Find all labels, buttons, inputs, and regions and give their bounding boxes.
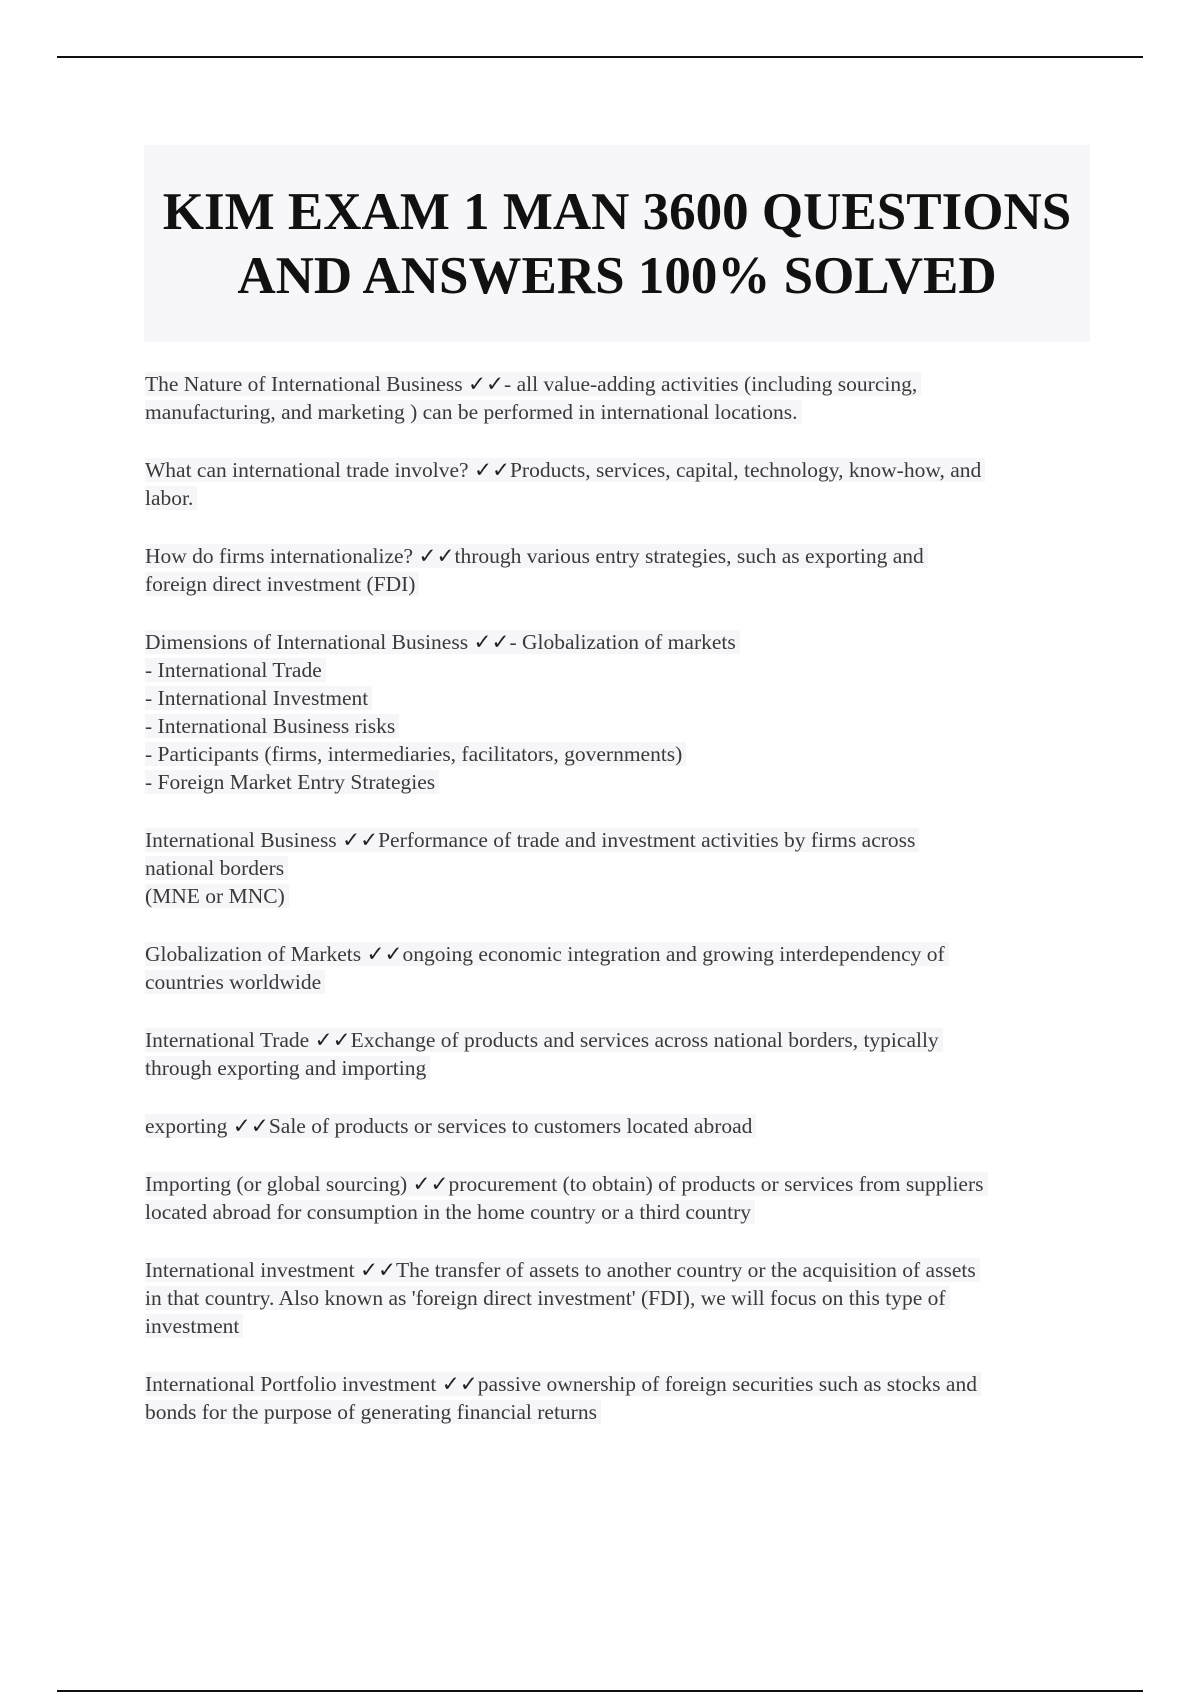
double-check-icon: ✓✓ xyxy=(473,630,510,654)
double-check-icon: ✓✓ xyxy=(473,458,510,482)
qa-list xyxy=(145,370,1090,1456)
qa-line xyxy=(145,628,1090,656)
qa-answer-text: - Participants (firms, intermediaries, facilitators, governments) xyxy=(145,742,683,766)
qa-line xyxy=(145,1112,1090,1140)
qa-answer-text: national borders xyxy=(145,856,285,880)
qa-answer-text: foreign direct investment (FDI) xyxy=(145,572,416,596)
qa-answer-text: Products, services, capital, technology, know-how, and xyxy=(509,458,982,482)
qa-line xyxy=(145,1198,1090,1226)
qa-line xyxy=(145,1054,1090,1082)
qa-line-text xyxy=(145,856,288,880)
qa-answer-text: located abroad for consumption in the home country or a third country xyxy=(145,1200,752,1224)
qa-term: Globalization of Markets xyxy=(145,942,362,966)
qa-line-text xyxy=(145,1200,755,1224)
qa-line xyxy=(145,1398,1090,1426)
qa-term: Importing (or global sourcing) xyxy=(145,1172,408,1196)
document-title: KIM EXAM 1 MAN 3600 QUESTIONS AND ANSWERS 100% SOLVED xyxy=(162,182,1072,305)
qa-answer-text: - International Trade xyxy=(145,658,322,682)
qa-line-text xyxy=(145,714,399,738)
qa-line-text xyxy=(145,400,802,424)
qa-line-text xyxy=(145,372,921,396)
qa-answer-text: - all value-adding activities (including sourcing, xyxy=(504,372,918,396)
qa-entry xyxy=(145,1026,1090,1082)
qa-line-text xyxy=(145,1314,243,1338)
qa-answer-text: through exporting and importing xyxy=(145,1056,427,1080)
qa-answer-text: through various entry strategies, such as exporting and xyxy=(454,544,924,568)
double-check-icon: ✓✓ xyxy=(412,1172,449,1196)
qa-answer-text: (MNE or MNC) xyxy=(145,884,285,908)
qa-answer-text: - International Business risks xyxy=(145,714,396,738)
double-check-icon: ✓✓ xyxy=(314,1028,351,1052)
qa-line xyxy=(145,1370,1090,1398)
qa-line-text xyxy=(145,1286,950,1310)
qa-line-text xyxy=(145,630,740,654)
qa-answer-text: - International Investment xyxy=(145,686,369,710)
qa-answer-text: - Foreign Market Entry Strategies xyxy=(145,770,436,794)
qa-line-text xyxy=(145,572,419,596)
qa-line xyxy=(145,712,1090,740)
qa-term: International investment xyxy=(145,1258,355,1282)
qa-line xyxy=(145,740,1090,768)
qa-answer-text: procurement (to obtain) of products or services from suppliers xyxy=(448,1172,984,1196)
qa-term: International Trade xyxy=(145,1028,310,1052)
qa-line xyxy=(145,1312,1090,1340)
qa-line xyxy=(145,456,1090,484)
qa-answer-text: The transfer of assets to another country or the acquisition of assets xyxy=(395,1258,976,1282)
header-rule xyxy=(57,56,1143,58)
double-check-icon: ✓✓ xyxy=(418,544,455,568)
qa-line xyxy=(145,768,1090,796)
qa-line xyxy=(145,1284,1090,1312)
qa-line xyxy=(145,542,1090,570)
qa-line-text xyxy=(145,1172,988,1196)
qa-term: What can international trade involve? xyxy=(145,458,469,482)
qa-entry xyxy=(145,1170,1090,1226)
qa-line xyxy=(145,370,1090,398)
qa-entry xyxy=(145,1112,1090,1140)
qa-answer-text: manufacturing, and marketing ) can be performed in international locations. xyxy=(145,400,798,424)
double-check-icon: ✓✓ xyxy=(366,942,403,966)
qa-line-text xyxy=(145,686,372,710)
qa-answer-text: Performance of trade and investment activities by firms across xyxy=(378,828,916,852)
qa-line xyxy=(145,656,1090,684)
qa-entry xyxy=(145,940,1090,996)
double-check-icon: ✓✓ xyxy=(441,1372,478,1396)
qa-term: exporting xyxy=(145,1114,228,1138)
qa-term: International Business xyxy=(145,828,337,852)
qa-line-text xyxy=(145,1400,601,1424)
qa-line xyxy=(145,684,1090,712)
qa-line-text xyxy=(145,1056,430,1080)
qa-line-text xyxy=(145,1114,756,1138)
qa-answer-text: countries worldwide xyxy=(145,970,322,994)
qa-entry xyxy=(145,456,1090,512)
qa-entry xyxy=(145,542,1090,598)
qa-answer-text: - Globalization of markets xyxy=(509,630,736,654)
qa-line-text xyxy=(145,1372,981,1396)
qa-entry xyxy=(145,826,1090,910)
qa-line xyxy=(145,968,1090,996)
qa-line-text xyxy=(145,828,919,852)
qa-line xyxy=(145,940,1090,968)
qa-line xyxy=(145,882,1090,910)
qa-entry xyxy=(145,628,1090,796)
qa-entry xyxy=(145,1256,1090,1340)
qa-answer-text: bonds for the purpose of generating financial returns xyxy=(145,1400,597,1424)
qa-line xyxy=(145,1026,1090,1054)
qa-term: How do firms internationalize? xyxy=(145,544,414,568)
qa-line xyxy=(145,1256,1090,1284)
qa-line xyxy=(145,1170,1090,1198)
qa-answer-text: Exchange of products and services across national borders, typically xyxy=(350,1028,939,1052)
double-check-icon: ✓✓ xyxy=(232,1114,269,1138)
qa-line xyxy=(145,854,1090,882)
qa-answer-text: ongoing economic integration and growing interdependency of xyxy=(402,942,945,966)
qa-entry xyxy=(145,1370,1090,1426)
qa-line xyxy=(145,398,1090,426)
qa-term: Dimensions of International Business xyxy=(145,630,469,654)
double-check-icon: ✓✓ xyxy=(342,828,379,852)
qa-line-text xyxy=(145,884,289,908)
qa-line-text xyxy=(145,742,686,766)
qa-answer-text: labor. xyxy=(145,486,194,510)
title-banner xyxy=(144,145,1090,342)
qa-entry xyxy=(145,370,1090,426)
double-check-icon: ✓✓ xyxy=(468,372,505,396)
qa-answer-text: Sale of products or services to customers located abroad xyxy=(268,1114,753,1138)
qa-answer-text: investment xyxy=(145,1314,240,1338)
qa-line-text xyxy=(145,1028,943,1052)
qa-answer-text: in that country. Also known as 'foreign direct investment' (FDI), we will focus on this type of xyxy=(145,1286,946,1310)
qa-line xyxy=(145,826,1090,854)
qa-line-text xyxy=(145,458,985,482)
qa-line xyxy=(145,484,1090,512)
qa-line-text xyxy=(145,770,439,794)
qa-term: International Portfolio investment xyxy=(145,1372,437,1396)
footer-rule xyxy=(57,1690,1143,1692)
qa-line-text xyxy=(145,544,928,568)
qa-line-text xyxy=(145,970,325,994)
qa-line-text xyxy=(145,1258,980,1282)
qa-term: The Nature of International Business xyxy=(145,372,463,396)
qa-answer-text: passive ownership of foreign securities such as stocks and xyxy=(477,1372,977,1396)
qa-line-text xyxy=(145,942,949,966)
double-check-icon: ✓✓ xyxy=(359,1258,396,1282)
qa-line-text xyxy=(145,658,326,682)
qa-line-text xyxy=(145,486,197,510)
qa-line xyxy=(145,570,1090,598)
